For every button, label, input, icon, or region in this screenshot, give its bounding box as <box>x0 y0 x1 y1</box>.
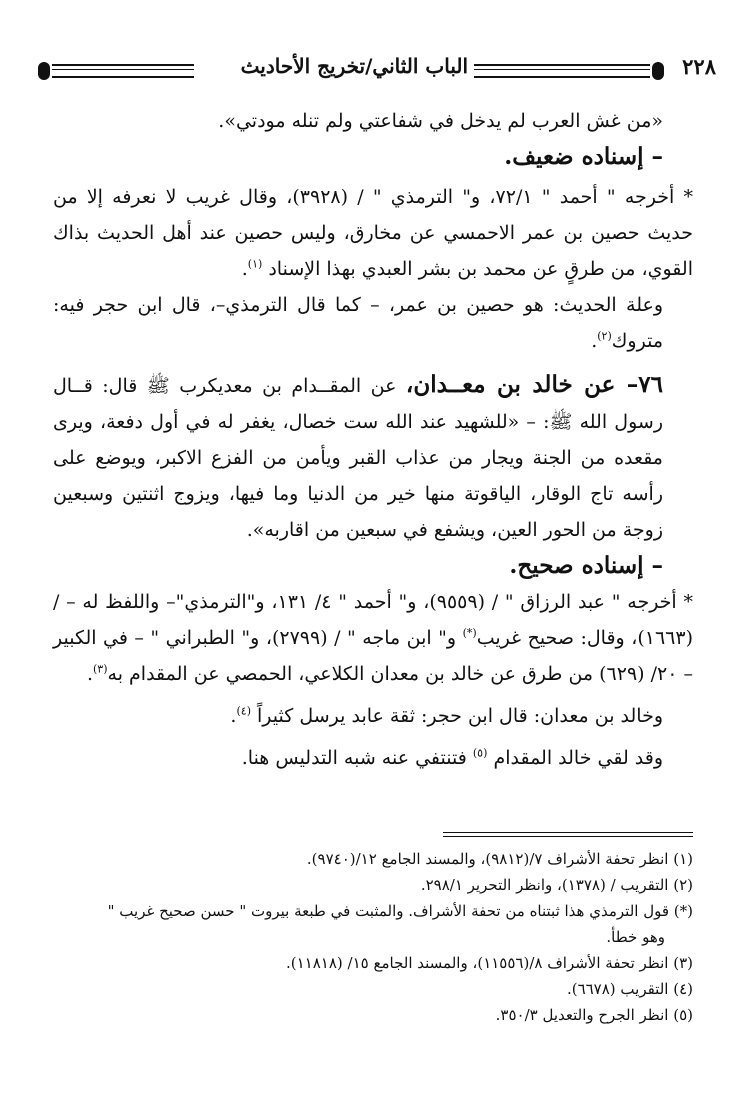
isnad-grade-sahih: – إسناده صحيح. <box>509 552 663 579</box>
hadith-text-end: «من غش العرب لم يدخل في شفاعتي ولم تنله مودتي». <box>218 110 663 132</box>
footnote-ref-1: (١) <box>247 257 263 271</box>
footnotes <box>53 846 693 1028</box>
footnote-ref-star: (*) <box>462 626 477 640</box>
main-text <box>53 103 693 776</box>
footnote-3: (٣) انظر تحفة الأشراف ٨/(١١٥٥٦)، والمسند الجامع ١٥/ (١١٨١٨). <box>286 954 693 972</box>
header-rule-right <box>474 64 650 78</box>
header-ornament-left <box>38 62 50 80</box>
footnote-star-continued: وهو خطأ. <box>606 928 665 946</box>
footnote-1: (١) انظر تحفة الأشراف ٧/(٩٨١٢)، والمسند الجامع ١٢/(٩٧٤٠). <box>306 850 693 868</box>
hadith-number: ٧٦– عن خالد بن معــدان، <box>405 371 663 398</box>
illah-paragraph: وعلة الحديث: هو حصين بن عمر، – كما قال الترمذي–، قال ابن حجر فيه: متروك$^{(٢)}$. <box>53 294 663 352</box>
hadith-76: ٧٦– عن خالد بن معــدان، عن المقــدام بن معديكرب ﷺ قال: قــال رسول الله ﷺ: – «للشهيد عند الله ست خصال، يغفر له في أول دفعة، ويرى مقعده من الجنة ويجار من عذاب القبر ويأمن من الفزع الاكبر، ويوضع على رأسه تاج الوقار، الياقوتة منها خير من الدنيا وما فيها، ويزوج اثنتين وسبعين زوجة من الحور العين، ويشفع في سبعين من اقاربه». <box>53 371 663 541</box>
page-number: ٢٢٨ <box>682 54 716 79</box>
footnote-5: (٥) انظر الجرح والتعديل ٣٥٠/٣. <box>495 1006 693 1024</box>
takhrij-paragraph-2: * أخرجه " عبد الرزاق " / (٩٥٥٩)، و" أحمد " ٤/ ١٣١، و"الترمذي"– واللفظ له – / (١٦٦٣)، وقال: صحيح غريب(*) و" ابن ماجه " / (٢٧٩٩)، و" الطبراني " – في الكبير – ٢٠/ (٦٢٩) من طرق عن خالد بن معدان الكلاعي، الحمصي عن المقدام به$^{(٣)}$. <box>53 591 694 685</box>
footnote-separator <box>443 832 693 837</box>
footnote-4: (٤) التقريب (٦٦٧٨). <box>566 980 693 998</box>
footnote-ref-3: (٣) <box>93 662 108 676</box>
isnad-grade-weak: – إسناده ضعيف. <box>504 143 663 170</box>
footnote-ref-5: (٥) <box>472 746 488 760</box>
narrator-note: وخالد بن معدان: قال ابن حجر: ثقة عابد يرسل كثيراً $^{(٤)}$. <box>230 704 663 727</box>
footnote-ref-4: (٤) <box>236 704 251 718</box>
header-ornament-right <box>652 62 664 80</box>
takhrij-paragraph-1: * أخرجه " أحمد " ٧٢/١، و" الترمذي " / (٣٩٢٨)، وقال غريب لا نعرفه إلا من حديث حصين بن عمر الاحمسي عن مخارق، وليس حصين عند أهل الحديث بذاك القوي، من طرقٍ عن محمد بن بشر العبدي بهذا الإسناد $^{(١)}$. <box>53 186 693 280</box>
chapter-title: الباب الثاني/تخريج الأحاديث <box>240 54 468 78</box>
footnote-star: (*) قول الترمذي هذا ثبتناه من تحفة الأشراف. والمثبت في طبعة بيروت " حسن صحيح غريب " <box>107 902 693 920</box>
page-header <box>36 50 716 94</box>
footnote-ref-2: (٢) <box>597 329 612 343</box>
tadlis-note: وقد لقي خالد المقدام $^{(٥)}$ فتنتفي عنه شبه التدليس هنا. <box>241 746 663 769</box>
header-rule-left <box>52 64 194 78</box>
footnote-2: (٢) التقريب / (١٣٧٨)، وانظر التحرير ٢٩٨/١. <box>420 876 693 894</box>
